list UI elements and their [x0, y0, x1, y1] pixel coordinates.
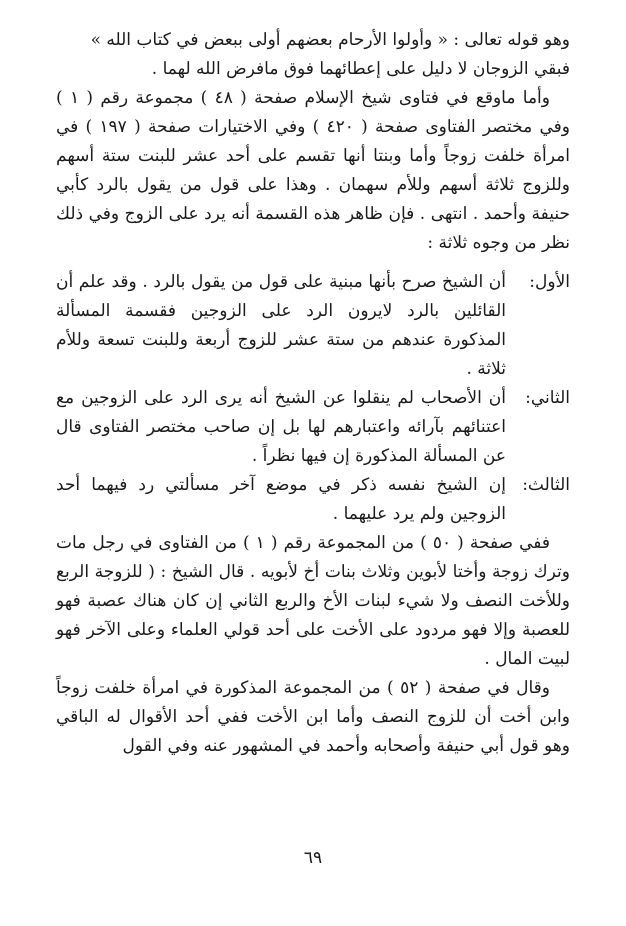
point-first [56, 268, 570, 384]
paragraph-page-50: ففي صفحة ( ٥٠ ) من المجموعة رقم ( ١ ) من الفتاوى في رجل مات وترك زوجة وأختا لأبوين وثلاث بنات أخ لأبويه . قال الشيخ : ( للزوجة الربع وللأخت النصف ولا شيء لبنات الأخ والربع الثاني إن كان هناك عصبة فهو للعصبة وإلا فهو مردود على الأخت على أحد قولي العلماء وعلى الآخر فهو لبيت المال . [56, 533, 570, 669]
paragraph-fatawa-reference: وأما ماوقع في فتاوى شيخ الإسلام صفحة ( ٤٨ ) مجموعة رقم ( ١ ) وفي مختصر الفتاوى صفحة ( ٤٢٠ ) وفي الاختيارات صفحة ( ١٩٧ ) في امرأة خلفت زوجاً وأما وبنتا أنها تقسم على أحد عشر للبنت ستة أسهم وللزوج ثلاثة أسهم وللأم سهمان . وهذا على قول من يقول بالرد كأبي حنيفة وأحمد . انتهى . فإن ظاهر هذه القسمة أنه يرد على الزوج وفي ذلك نظر من وجوه ثلاثة : [56, 88, 570, 253]
point-text: أن الشيخ صرح بأنها مبنية على قول من يقول بالرد . وقد علم أن القائلين بالرد لايرون الرد على الزوجين فقسمة المسألة المذكورة عندهم من ستة عشر للزوج أربعة وللبنت تسعة وللأم ثلاثة . [56, 272, 506, 379]
page-body [56, 26, 570, 761]
paragraph-page-52: وقال في صفحة ( ٥٢ ) من المجموعة المذكورة في امرأة خلفت زوجاً وابن أخت أن للزوج النصف وأما ابن الأخت ففي أحد الأقوال له الباقي وهو قول أبي حنيفة وأصحابه وأحمد في المشهور عنه وفي القول [56, 678, 570, 756]
point-second [56, 384, 570, 471]
intro-line-1: وهو قوله تعالى : « وأولوا الأرحام بعضهم أولى ببعض في كتاب الله » [90, 30, 570, 50]
point-third [56, 471, 570, 529]
page-number: ٦٩ [303, 848, 323, 868]
point-text: أن الأصحاب لم ينقلوا عن الشيخ أنه يرى الرد على الزوجين مع اعتنائهم بآرائه واعتبارهم لها بل إن صاحب مختصر الفتاوى قال عن المسألة المذكورة إن فيها نظراً . [56, 388, 506, 466]
point-label: الأول: [529, 272, 570, 292]
spacer [56, 258, 570, 268]
intro-line-2: فبقي الزوجان لا دليل على إعطائهما فوق مافرض الله لهما . [151, 59, 570, 79]
point-text: إن الشيخ نفسه ذكر في موضع آخر مسألتي رد فيهما أحد الزوجين ولم يرد عليهما . [56, 475, 506, 524]
point-label: الثاني: [525, 388, 570, 408]
point-label: الثالث: [522, 475, 570, 495]
